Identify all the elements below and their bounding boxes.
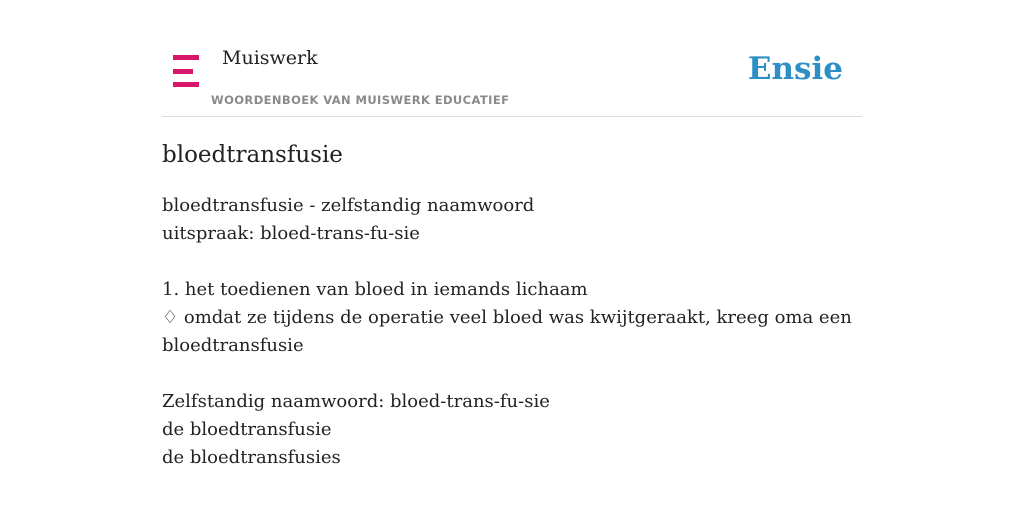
publisher-name[interactable]: Muiswerk [222, 47, 318, 69]
pronunciation: uitspraak: bloed-trans-fu-sie [162, 223, 420, 244]
entry-body [162, 192, 862, 472]
spacer [162, 248, 862, 276]
dictionary-subtitle: WOORDENBOEK VAN MUISWERK EDUCATIEF [211, 93, 510, 107]
singular-form: de bloedtransfusie [162, 419, 332, 440]
logo-bar-middle [173, 69, 193, 74]
logo-bar-bottom [173, 82, 199, 87]
ensie-logo[interactable]: Ensie [747, 51, 843, 87]
entry-title: bloedtransfusie [162, 142, 343, 168]
entry-content [162, 138, 862, 472]
spacer [162, 360, 862, 388]
publisher-logo-icon[interactable] [173, 55, 199, 87]
meaning: 1. het toedienen van bloed in iemands lichaam [162, 279, 588, 300]
example-sentence: ♢ omdat ze tijdens de operatie veel bloed was kwijtgeraakt, kreeg oma een bloedtransfusie [162, 307, 852, 356]
grammar-header: Zelfstandig naamwoord: bloed-trans-fu-sie [162, 391, 550, 412]
logo-bar-top [173, 55, 199, 60]
definition-header: bloedtransfusie - zelfstandig naamwoord [162, 195, 535, 216]
plural-form: de bloedtransfusies [162, 447, 341, 468]
site-header [162, 0, 862, 117]
